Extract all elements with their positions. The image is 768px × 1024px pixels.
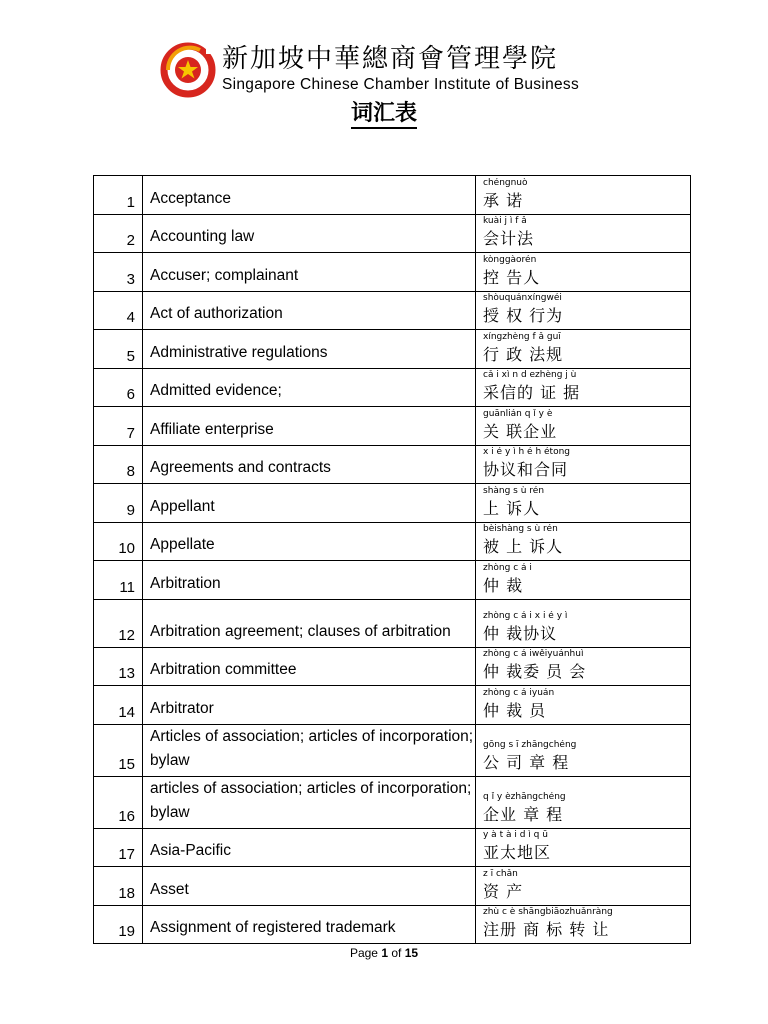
chinese-term-cell (476, 176, 691, 215)
footer-mid: of (388, 946, 405, 960)
chinese-term-cell (476, 561, 691, 600)
current-page-number: 1 (381, 946, 388, 960)
vocab-row (94, 484, 691, 523)
chinese-term: 上 诉人 (483, 498, 541, 518)
page-footer (0, 946, 768, 960)
chinese-term: 公 司 章 程 (483, 752, 570, 772)
chinese-term: 行 政 法规 (483, 344, 564, 364)
chinese-term: 采信的 证 据 (483, 383, 581, 402)
english-term: Arbitration committee (143, 647, 476, 686)
chinese-term-cell (476, 522, 691, 561)
row-number: 8 (94, 445, 143, 484)
english-term: Acceptance (143, 176, 476, 215)
org-name-english: Singapore Chinese Chamber Institute of Business (222, 76, 580, 93)
row-number: 17 (94, 828, 143, 867)
pinyin-annotation: zhòng c á i (483, 562, 532, 573)
pinyin-annotation: zhòng c á i x i é y ì (483, 610, 568, 621)
vocab-row (94, 253, 691, 292)
english-term: Arbitration agreement; clauses of arbitration (143, 599, 476, 647)
chinese-term-cell (476, 599, 691, 647)
vocab-row (94, 776, 691, 828)
chinese-term: 仲 裁 员 (483, 700, 547, 720)
footer-prefix: Page (349, 946, 382, 960)
vocab-row (94, 724, 691, 776)
vocab-row (94, 867, 691, 906)
chinese-term-cell (476, 776, 691, 828)
org-name-chinese: 新加坡中華總商會管理學院 (222, 44, 559, 74)
chinese-term-cell (476, 724, 691, 776)
english-term: Appellate (143, 522, 476, 561)
vocab-row (94, 599, 691, 647)
english-term: Accuser; complainant (143, 253, 476, 292)
pinyin-annotation: zhòng c á iyuán (483, 687, 555, 698)
pinyin-annotation: xíngzhèng f ǎ guī (483, 331, 561, 342)
english-term: Asia-Pacific (143, 828, 476, 867)
english-term: Arbitration (143, 561, 476, 600)
pinyin-annotation: kuài j ì f ǎ (483, 216, 527, 226)
english-term: Accounting law (143, 214, 476, 253)
row-number: 12 (94, 599, 143, 647)
chinese-term-cell (476, 214, 691, 253)
english-term: Assignment of registered trademark (143, 905, 476, 944)
chinese-term-cell (476, 686, 691, 725)
pinyin-annotation: shàng s ù rén (483, 485, 545, 496)
row-number: 2 (94, 214, 143, 253)
pinyin-annotation: zhù c è shāngbiāozhuǎnràng (483, 907, 613, 917)
total-page-count: 15 (404, 946, 419, 960)
english-term: articles of association; articles of incorporation; bylaw (143, 776, 476, 828)
pinyin-annotation: chéngnuò (483, 177, 528, 188)
row-number: 11 (94, 561, 143, 600)
row-number: 10 (94, 522, 143, 561)
chinese-term: 授 权 行为 (483, 306, 564, 325)
english-term: Act of authorization (143, 291, 476, 330)
chinese-term: 仲 裁委 员 会 (483, 662, 587, 681)
row-number: 5 (94, 330, 143, 369)
vocab-row (94, 905, 691, 944)
document-title (0, 100, 768, 128)
chinese-term: 会计法 (483, 229, 535, 248)
pinyin-annotation: q ǐ y èzhāngchéng (483, 791, 566, 802)
chinese-term: 关 联企业 (483, 421, 558, 441)
vocabulary-table-body (94, 176, 691, 944)
chinese-term-cell (476, 905, 691, 944)
vocab-row (94, 407, 691, 446)
vocab-row (94, 176, 691, 215)
row-number: 4 (94, 291, 143, 330)
vocab-row (94, 686, 691, 725)
chinese-term-cell (476, 291, 691, 330)
english-term: Appellant (143, 484, 476, 523)
chinese-term: 亚太地区 (483, 843, 552, 862)
chinese-term: 被 上 诉人 (483, 537, 564, 556)
row-number: 3 (94, 253, 143, 292)
english-term: Admitted evidence; (143, 368, 476, 407)
chinese-term-cell (476, 368, 691, 407)
document-header (0, 0, 768, 100)
chinese-term: 协议和合同 (483, 460, 569, 479)
chinese-term: 资 产 (483, 881, 524, 901)
vocab-row (94, 828, 691, 867)
row-number: 9 (94, 484, 143, 523)
row-number: 15 (94, 724, 143, 776)
chinese-term-cell (476, 867, 691, 906)
row-number: 1 (94, 176, 143, 215)
chinese-term-cell (476, 828, 691, 867)
english-term: Administrative regulations (143, 330, 476, 369)
pinyin-annotation: bèishàng s ù rén (483, 524, 558, 534)
english-term: Articles of association; articles of incorporation; bylaw (143, 724, 476, 776)
row-number: 16 (94, 776, 143, 828)
chinese-term-cell (476, 253, 691, 292)
pinyin-annotation: shòuquánxíngwéi (483, 293, 562, 303)
vocab-row (94, 330, 691, 369)
chinese-term: 仲 裁 (483, 575, 524, 595)
pinyin-annotation: y à t à i d ì q ū (483, 830, 548, 840)
chinese-term: 注册 商 标 转 让 (483, 920, 610, 939)
vocab-row (94, 522, 691, 561)
vocabulary-table (93, 175, 691, 944)
chinese-term: 企业 章 程 (483, 804, 564, 824)
vocab-row (94, 368, 691, 407)
vocab-row (94, 291, 691, 330)
chinese-term-cell (476, 330, 691, 369)
pinyin-annotation: x i é y ì h é h étong (483, 447, 571, 457)
pinyin-annotation: kònggàorén (483, 254, 537, 265)
chinese-term-cell (476, 484, 691, 523)
pinyin-annotation: gōng s ī zhāngchéng (483, 739, 577, 750)
english-term: Arbitrator (143, 686, 476, 725)
pinyin-annotation: cǎ i xì n d ezhèng j ù (483, 370, 577, 380)
chinese-term-cell (476, 647, 691, 686)
title-text: 词汇表 (351, 101, 417, 129)
pinyin-annotation: guānlián q ǐ y è (483, 408, 553, 419)
row-number: 7 (94, 407, 143, 446)
english-term: Asset (143, 867, 476, 906)
chinese-term-cell (476, 407, 691, 446)
vocab-row (94, 561, 691, 600)
vocab-row (94, 445, 691, 484)
row-number: 19 (94, 905, 143, 944)
row-number: 14 (94, 686, 143, 725)
chinese-term: 仲 裁协议 (483, 623, 558, 643)
row-number: 6 (94, 368, 143, 407)
english-term: Agreements and contracts (143, 445, 476, 484)
row-number: 13 (94, 647, 143, 686)
english-term: Affiliate enterprise (143, 407, 476, 446)
chinese-term: 控 告人 (483, 267, 541, 287)
vocab-row (94, 214, 691, 253)
pinyin-annotation: z ī chǎn (483, 868, 518, 879)
sccci-logo-icon (160, 40, 220, 100)
vocab-row (94, 647, 691, 686)
chinese-term: 承 诺 (483, 190, 524, 210)
pinyin-annotation: zhòng c á iwěiyuánhuì (483, 649, 584, 659)
row-number: 18 (94, 867, 143, 906)
chinese-term-cell (476, 445, 691, 484)
